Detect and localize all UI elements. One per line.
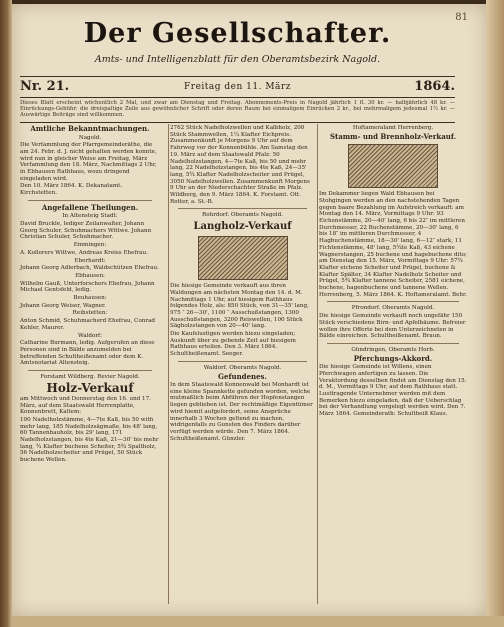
names-text: Wilhelm Gauß, Unterforschers Ehefrau, Johann Michael Gentsfeld, ledig.	[20, 280, 155, 294]
column-divider-2	[317, 124, 318, 604]
heading-pferchungs-akkord: Pferchungs-Akkord.	[353, 353, 433, 363]
woodcut-illustration-forest	[198, 236, 288, 280]
heading-wood-sale: Holz-Verkauf	[46, 380, 134, 395]
names-text: A. Kollerers Wittwe, Andreas Kreiss Ehefrau.	[20, 249, 148, 256]
langholz-signature: Die Kaufslustigen werden hiezu eingeladen; Auskunft über zu gebende Zeit auf hiesigem Rathhaus erteilen. Den 3. März 1864. Schultheißenamt. Seeger.	[170, 331, 296, 358]
timber-sale-text: Im Dekammer liegen Wald Ebhausen bei Stohgingen werden an den nachstehenden Tagen gegen baare Bezahlung im Aufstreich verkauft: am Montag den 14. März, Vormittags 9 Uhr: 93 Eichenstämme, 20—40' lang, 6 bis 22″ im mittleren Durchmesser, 22 Buchenstämme, 20—30' lang, 6 bis 18″ im mittleren Durchmesser, 4 Hagbuchenstämme, 18—30' lang, 6—12″ stark, 11 Fichtenstämme, 48' lang, 5¾te Kaß, 43 eichene Wagnerstangen, 25 buchene und hagebuchene dito; am Dienstag den 15. März, Vormittags 9 Uhr: 57¾ Klafter eichene Scheiter und Prügel, buchene & Klafter Spälter, 34 Klafter Nadelholz Scheiter und Prügel, 5¾ Klafter tannene Scheiter, 2581 eichene, buchene, hagenbuchene und tannene Wellen. Herrenberg, 5. März 1864. K. Hoftameralamt. Behr.	[319, 191, 467, 298]
newspaper-page	[12, 4, 486, 616]
sale-list-continued: 2762 Stück Nadelholzwellen und Kalbholz, 200 Stück Stammwellen, 1¼ Klafter Eichpreis. Zusammenkunft je Morgens 9 Uhr auf dem Fahrweg vor der Konnenbühle. Am Samstag den 19. März auf dem Staatswald Pfalz: 50 Nadelholzstangen, 4—7te Kaß, bis 50 und mehr lang, 22 Nadelholzstangen, bis 4te Kaß, 24—35' lang, 5¾ Klafter Nadelholzscheiter und Prügel, 3050 Nadelholzwellen. Zusammenkunft Morgens 9 Uhr an der Niederschachter Straße im Pfalz. Wildberg, den 9. März 1864. K. Forstamt. Ott. Rotter, a. St.-B.	[170, 125, 310, 205]
subscription-notice: Dieses Blatt erscheint wöchentlich 2 Mal, und zwar am Dienstag und Freitag. Abonnements-Preis in Nagold jährlich 1 fl. 30 kr. — halbjährlich 48 kr. — Einrückungs-Gebühr: die dreispaltige Zeile aus gewöhnlicher Schrift oder deren Raum bei einmaligem Einrücken 2 kr., bei mehrmaligem jedesmal 1½ kr. — Auswärtige Beiträge sind willkommen.	[20, 100, 455, 119]
place-ebhausen: Ebhausen:	[75, 272, 105, 279]
column-1	[20, 125, 160, 465]
found-items-text: In dem Staatswald Konnenwald bei Monhardt ist eine kleine Spannkette gefunden worden, welche mutmaßlich beim Abführen der Hopfenstangen liegen geblieben ist. Der rechtmäßige Eigentümer wird hiemit aufgefordert, seine Ansprüche innerhalb 3 Wochen geltend zu machen, widrigenfalls zu Gunsten des Finders darüber verfügt werden würde. Den 7. März 1864. Schultheißenamt. Günzler.	[170, 382, 313, 442]
heading-timber-sale: Stamm- und Brennholz-Verkauf.	[329, 131, 457, 141]
masthead-title: Der Gesellschafter.	[83, 18, 392, 49]
place-waldorf-2: Waldorf. Oberamts Nagold.	[203, 364, 282, 371]
page-stack-edge	[486, 0, 504, 627]
heading-official-notices: Amtliche Bekanntmachungen.	[30, 124, 150, 133]
dateline	[20, 79, 455, 97]
book-spine-edge	[0, 0, 12, 627]
separator	[178, 361, 307, 362]
place-pfrondorf: Pfrondorf. Oberamts Nagold.	[351, 305, 435, 312]
notice-text: Die Verfammlung der Pfarrgemeinderäthe, die am 24. Febr. d. J. nicht gehalten werden konnte, wird nun in gleicher Weise am Freitag, März Verfammlung den 18. März, Nachmittags 2 Uhr, in Ebhausen Rathhaus, wozu dringend eingeladen wird.	[20, 142, 157, 182]
pferch-text: Die hiesige Gemeinde ist Willens, einen Pferchwagen anfertigen zu lassen. Die Veraktordung desselben findet am Dienstag den 15. d. M., Vormittags 9 Uhr, auf dem Rathhaus statt. Lusttragende Unternehmer werden mit dem Bemerken hiezu eingeladen, daß der Ueberschlag bei der Verhandlung vorgelegt werden wird. Den 7. März 1864. Gemeinderath: Schultheiß Klaus.	[319, 364, 467, 418]
names-text: Johann Georg Adlerbach, Waldschützen Ehefrau.	[20, 265, 159, 272]
heading-inheritances: Angefallene Theilungen.	[41, 202, 139, 212]
separator	[327, 301, 459, 302]
issue-year: 1864.	[414, 79, 455, 94]
issue-number: Nr. 21.	[20, 79, 70, 94]
heading-langholz-sale: Langholz-Verkauf	[193, 221, 292, 233]
names-text: Anton Schmid, Schuhmacherd Ehefrau, Conrad Kehler, Maurer.	[20, 318, 156, 331]
separator	[28, 200, 152, 201]
page-number: 81	[455, 12, 468, 23]
notice-signature: Den 10. März 1864. K. Dekanatamt. Kirchstetten.	[20, 183, 123, 197]
column-3	[319, 125, 467, 419]
place-herrenberg: Hoftameralamt Herrenberg.	[352, 125, 434, 131]
separator	[327, 343, 459, 344]
heading-found-items: Gefundenes.	[218, 371, 267, 381]
place-beuhausen: Beuhausen:	[73, 295, 107, 302]
sale-text: am Mittwoch und Donnerstag den 16. und 17. März, auf dem Staatswald Herrenplatte, Konnenbrett, Kaltem:	[20, 395, 151, 416]
langholz-text: Die hiesige Gemeinde verkauft aus ihren Waldungen am nächsten Montag den 14. d. M. Nachmittags 1 Uhr, auf hiesigem Rathhaus folgendes Holz, als: 850 Stück, von 31—35' lang, 975 ″ 26—30', 1100 ″ Ausschußstangen, 1300 Ausschußstangen, 3200 Reiswellen, 100 Stück Sägholzstangen von 20—40' lang.	[170, 283, 309, 330]
fruit-trees-text: Die hiesige Gemeinde verkauft noch ungefähr 150 Stück verschiedene Birn- und Apfelbäume. Befreier wollen ihre Offerte bei dem Unterzeichneten in Bälde einreichen. Schultheißenamt. Braun.	[319, 313, 466, 340]
issue-date: Freitag den 11. März	[184, 82, 291, 92]
place-guendringen: Gündringen, Oberamts Horb.	[351, 346, 435, 353]
separator	[178, 208, 307, 209]
separator	[28, 370, 152, 371]
place-emmingen: Emmingen:	[73, 242, 107, 249]
place-reihstetten: Reihstetten:	[72, 310, 108, 317]
rule-top	[20, 76, 455, 77]
woodcut-illustration-woodcutters	[348, 144, 438, 188]
names-text: Johann Georg Weiser, Wagner.	[20, 302, 106, 309]
names-text: David Bruckle, lediger Zeilanwalter, Johann Georg Schuler, Schuhmachers Wittwe. Johann Christian Schuler, Schuhmacher.	[20, 221, 152, 241]
place-forstamt-wildberg: Forstamt Wildberg. Revier Nagold.	[40, 374, 140, 381]
place-nagold: Nagold.	[78, 134, 102, 141]
place-waldorf: Waldorf:	[78, 332, 102, 339]
masthead-subtitle: Amts- und Intelligenzblatt für den Oberamtsbezirk Nagold.	[94, 54, 381, 65]
rule-mid	[20, 97, 455, 98]
column-divider-1	[168, 124, 169, 604]
place-eberhardt: Eberhardt:	[74, 257, 106, 264]
column-2	[170, 125, 315, 443]
place-rohrdorf: Rohrdorf. Oberamts Nagold.	[202, 212, 283, 219]
names-text: Catharine Burmann, ledig. Aufgerufen an diese Personen sind in Bälde anzumelden bei betreffenden Schultheißenamt oder dem K. Amtsnotariat Altensteig.	[20, 340, 155, 367]
sale-list: 190 Nadelholzstämme, 4—7te Kaß, bis 50 with mehr lang, 185 Nadelholzsägmaße, bis 48' lang, 60 Tannenbauholz, bis 29' lang, 171 Nadelholzstangen, bis 4te Kaß, 21—30' bis mehr lang, ¾ Klafter buchene Scheiter, 5¾ Spaltholz, 56 Nadelholzscheiter und Prügel, 50 Stück buchene Wellen.	[20, 416, 159, 464]
book-bottom-edge	[12, 616, 504, 627]
place-altensteig: In Altensteig Stadt:	[62, 213, 118, 220]
rule-columns	[20, 122, 455, 123]
